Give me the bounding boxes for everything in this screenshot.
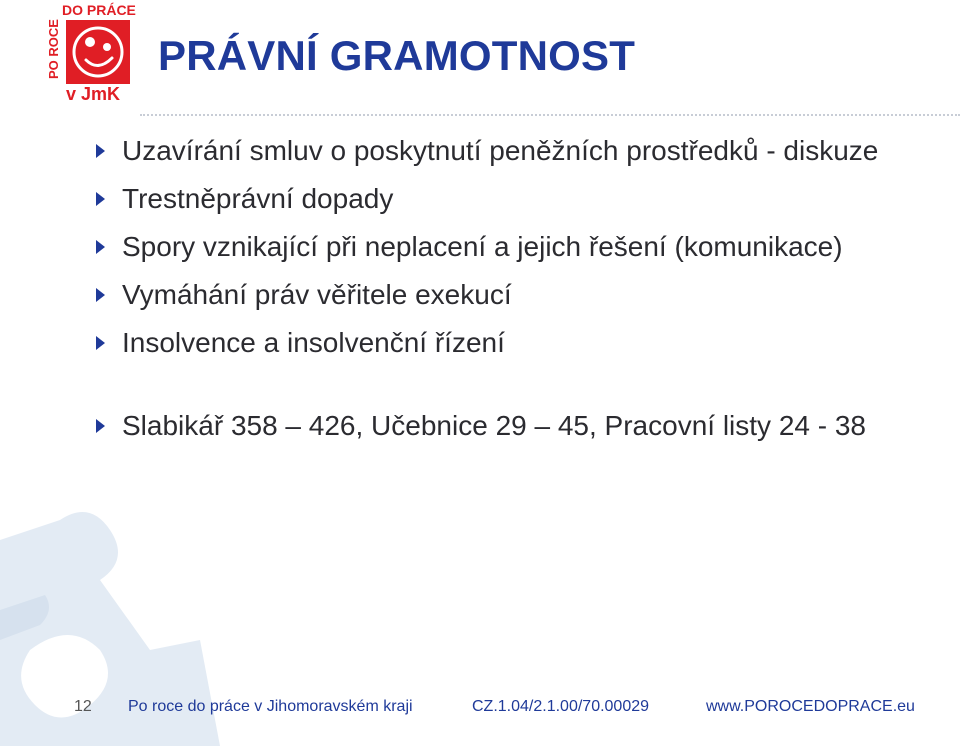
bullet-text: Spory vznikající při neplacení a jejich řešení (komunikace) — [122, 231, 843, 262]
triangle-right-icon — [96, 419, 105, 433]
triangle-right-icon — [96, 336, 105, 350]
footer-project: Po roce do práce v Jihomoravském kraji — [128, 698, 413, 715]
triangle-right-icon — [96, 288, 105, 302]
logo — [48, 0, 138, 106]
bullet-item — [90, 226, 930, 267]
bullet-text: Slabikář 358 – 426, Učebnice 29 – 45, Pracovní listy 24 - 38 — [122, 410, 866, 441]
slide-title: PRÁVNÍ GRAMOTNOST — [158, 32, 636, 79]
smiley-logo-icon — [66, 20, 130, 84]
bullet-text: Insolvence a insolvenční řízení — [122, 327, 505, 358]
triangle-right-icon — [96, 240, 105, 254]
logo-side-text: PO ROCE — [46, 19, 61, 79]
bullet-item — [90, 178, 930, 219]
bullet-item — [90, 322, 930, 363]
title-divider — [140, 114, 960, 116]
bullet-text: Vymáhání práv věřitele exekucí — [122, 279, 512, 310]
triangle-right-icon — [96, 192, 105, 206]
bullet-text: Uzavírání smluv o poskytnutí peněžních prostředků - diskuze — [122, 135, 879, 166]
triangle-right-icon — [96, 144, 105, 158]
bullet-item — [90, 405, 930, 446]
footer-website-link[interactable]: www.POROCEDOPRACE.eu — [706, 698, 915, 715]
footer-code: CZ.1.04/2.1.00/70.00029 — [472, 698, 650, 715]
logo-top-text: DO PRÁCE — [62, 2, 136, 18]
bullet-list — [90, 130, 930, 453]
page-number: 12 — [74, 698, 92, 715]
bullet-item — [90, 130, 930, 171]
logo-bottom-text: v JmK — [66, 84, 121, 104]
bullet-text: Trestněprávní dopady — [122, 183, 394, 214]
bullet-item — [90, 274, 930, 315]
